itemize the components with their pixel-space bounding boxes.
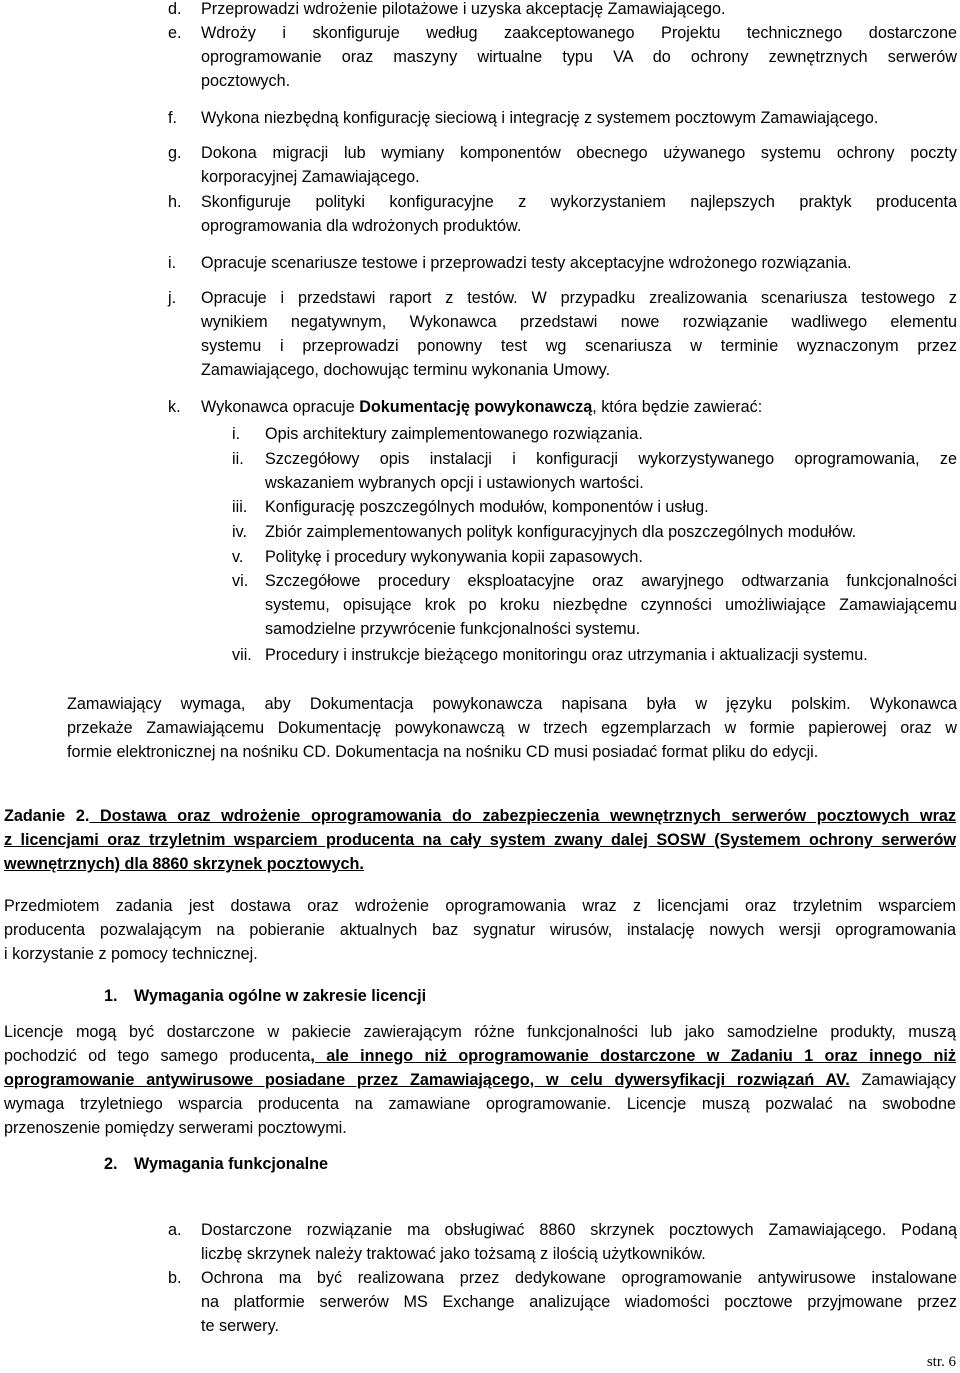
documentation-line: Zamawiający wymaga, aby Dokumentacja powykonawcza napisana była w języku polskim. Wykonawca (67, 695, 957, 713)
licenses-line-5: przenoszenie pomiędzy serwerami pocztowymi. (4, 1119, 347, 1137)
task-2-line (4, 852, 364, 876)
sublist-item-text-line: Konfigurację poszczególnych modułów, komponentów i usług. (265, 498, 709, 516)
list-item-marker: f. (168, 109, 177, 127)
list-item-text-line: oprogramowanie oraz maszyny wirtualne typu VA do ochrony zewnętrznych serwerów (201, 48, 957, 66)
list-item-text-line: Opracuje i przedstawi raport z testów. W przypadku zrealizowania scenariusza testowego z (201, 289, 957, 307)
list-item-text-line: oprogramowania dla wdrożonych produktów. (201, 217, 522, 235)
list-item-marker: j. (168, 289, 177, 307)
section-1-number: 1. (104, 987, 118, 1005)
list-item-text-line: korporacyjnej Zamawiającego. (201, 168, 420, 186)
list-item-text-plain: Wykonawca opracuje (201, 398, 360, 416)
list-item-text-line: te serwery. (201, 1317, 279, 1335)
list-item-text-line: Przeprowadzi wdrożenie pilotażowe i uzyska akceptację Zamawiającego. (201, 0, 726, 18)
list-item-text-line: na platformie serwerów MS Exchange analizujące wiadomości pocztowe przyjmowane przez (201, 1293, 957, 1311)
subject-line: i korzystanie z pomocy technicznej. (4, 945, 258, 963)
sublist-item-text-line: Politykę i procedury wykonywania kopii zapasowych. (265, 548, 643, 566)
licenses-line-1: Licencje mogą być dostarczone w pakiecie zawierającym różne funkcjonalności lub jako samodzielne produkty, muszą (4, 1023, 956, 1041)
list-item-marker: e. (168, 24, 182, 42)
sublist-item-text-line: wskazaniem wybranych opcji i ustawionych wartości. (265, 474, 644, 492)
sublist-item-marker: vii. (232, 646, 252, 664)
list-item-text-line: Dokona migracji lub wymiany komponentów obecnego używanego systemu ochrony poczty (201, 144, 957, 162)
list-item-text-plain: , która będzie zawierać: (592, 398, 763, 416)
sublist-item-marker: iii. (232, 498, 248, 516)
section-2-title: Wymagania funkcjonalne (134, 1155, 328, 1173)
page-number: str. 6 (926, 1354, 956, 1370)
licenses-line-4: wymaga trzyletniego wsparcia producenta na zamawiane oprogramowanie. Licencje muszą pozwalać na swobodne (4, 1095, 956, 1113)
licenses-line-2-plain: pochodzić od tego samego producenta (4, 1047, 311, 1065)
task-2-label: Zadanie 2. (4, 807, 90, 825)
list-item-text-line: wynikiem negatywnym, Wykonawca przedstawi nowe rozwiązanie wadliwego elementu (201, 313, 957, 331)
list-item-marker: a. (168, 1221, 182, 1239)
list-item-marker: i. (168, 254, 177, 272)
sublist-item-text-line: Szczegółowe procedury eksploatacyjne oraz awaryjnego odtwarzania funkcjonalności (265, 572, 957, 590)
list-item-marker: d. (168, 0, 182, 18)
task-2-title: wewnętrznych) dla 8860 skrzynek pocztowych. (4, 855, 364, 873)
licenses-line-2-emphasis: , ale innego niż oprogramowanie dostarczone w Zadaniu 1 oraz innego niż (310, 1047, 956, 1065)
task-2-title: Dostawa oraz wdrożenie oprogramowania do zabezpieczenia wewnętrznych serwerów pocztowych wraz (89, 807, 956, 825)
subject-line: Przedmiotem zadania jest dostawa oraz wdrożenie oprogramowania wraz z licencjami oraz trzyletnim wsparciem (4, 897, 956, 915)
list-item-text-line: Wdroży i skonfiguruje według zaakceptowanego Projektu technicznego dostarczone (201, 24, 957, 42)
sublist-item-text-line: Opis architektury zaimplementowanego rozwiązania. (265, 425, 643, 443)
list-item-text-line: Zamawiającego, dochowując terminu wykonania Umowy. (201, 361, 611, 379)
list-item-text-line: systemu i przeprowadzi ponowny test wg scenariusza w terminie wyznaczonym przez (201, 337, 957, 355)
list-item-marker: g. (168, 144, 182, 162)
sublist-item-marker: iv. (232, 523, 247, 541)
sublist-item-text-line: Procedury i instrukcje bieżącego monitoringu oraz utrzymania i aktualizacji systemu. (265, 646, 868, 664)
list-item-text-line: liczbę skrzynek należy traktować jako tożsamą z ilością użytkowników. (201, 1245, 706, 1263)
sublist-item-text-line: systemu, opisujące krok po kroku niezbędne czynności umożliwiające Zamawiającemu (265, 596, 957, 614)
section-2-number: 2. (104, 1155, 118, 1173)
documentation-line: formie elektronicznej na nośniku CD. Dokumentacja na nośniku CD musi posiadać format pliku do edycji. (67, 743, 819, 761)
list-item-text-line: Ochrona ma być realizowana przez dedykowane oprogramowanie antywirusowe instalowane (201, 1269, 957, 1287)
sublist-item-text-line: Zbiór zaimplementowanych polityk konfiguracyjnych dla poszczególnych modułów. (265, 523, 857, 541)
licenses-line-3 (4, 1068, 956, 1092)
licenses-line-3-emphasis: oprogramowanie antywirusowe posiadane przez Zamawiającego, w celu dywersyfikacji rozwiązań AV. (4, 1071, 850, 1089)
list-item-text-bold: Dokumentację powykonawczą (359, 398, 593, 416)
licenses-line-3-plain: Zamawiający (849, 1071, 956, 1089)
sublist-item-text-line: samodzielne przywrócenie funkcjonalności systemu. (265, 620, 641, 638)
list-item-text-line: Dostarczone rozwiązanie ma obsługiwać 8860 skrzynek pocztowych Zamawiającego. Podaną (201, 1221, 957, 1239)
section-1-title: Wymagania ogólne w zakresie licencji (134, 987, 427, 1005)
list-item-text-line: Skonfiguruje polityki konfiguracyjne z wykorzystaniem najlepszych praktyk producenta (201, 193, 957, 211)
list-item-text-line: Wykona niezbędną konfigurację sieciową i integrację z systemem pocztowym Zamawiającego. (201, 109, 879, 127)
list-item-marker: b. (168, 1269, 182, 1287)
licenses-line-2 (4, 1044, 956, 1068)
sublist-item-marker: ii. (232, 450, 244, 468)
sublist-item-marker: v. (232, 548, 244, 566)
sublist-item-text-line: Szczegółowy opis instalacji i konfiguracji wykorzystywanego oprogramowania, ze (265, 450, 957, 468)
list-item-marker: k. (168, 398, 181, 416)
task-2-line (4, 804, 956, 828)
sublist-item-marker: i. (232, 425, 241, 443)
subject-line: producenta pozwalającym na pobieranie aktualnych baz sygnatur wirusów, instalację nowych wersji oprogramowania (4, 921, 956, 939)
list-item-text-line: pocztowych. (201, 72, 291, 90)
task-2-title: z licencjami oraz trzyletnim wsparciem producenta na cały system zwany dalej SOSW (Systemem ochrony serwerów (4, 831, 956, 849)
sublist-item-marker: vi. (232, 572, 249, 590)
documentation-line: przekaże Zamawiającemu Dokumentację powykonawczą w trzech egzemplarzach w formie papierowej oraz w (67, 719, 957, 737)
list-item-text-line (201, 395, 762, 419)
list-item-text-line: Opracuje scenariusze testowe i przeprowadzi testy akceptacyjne wdrożonego rozwiązania. (201, 254, 852, 272)
list-item-marker: h. (168, 193, 182, 211)
task-2-line (4, 828, 956, 852)
